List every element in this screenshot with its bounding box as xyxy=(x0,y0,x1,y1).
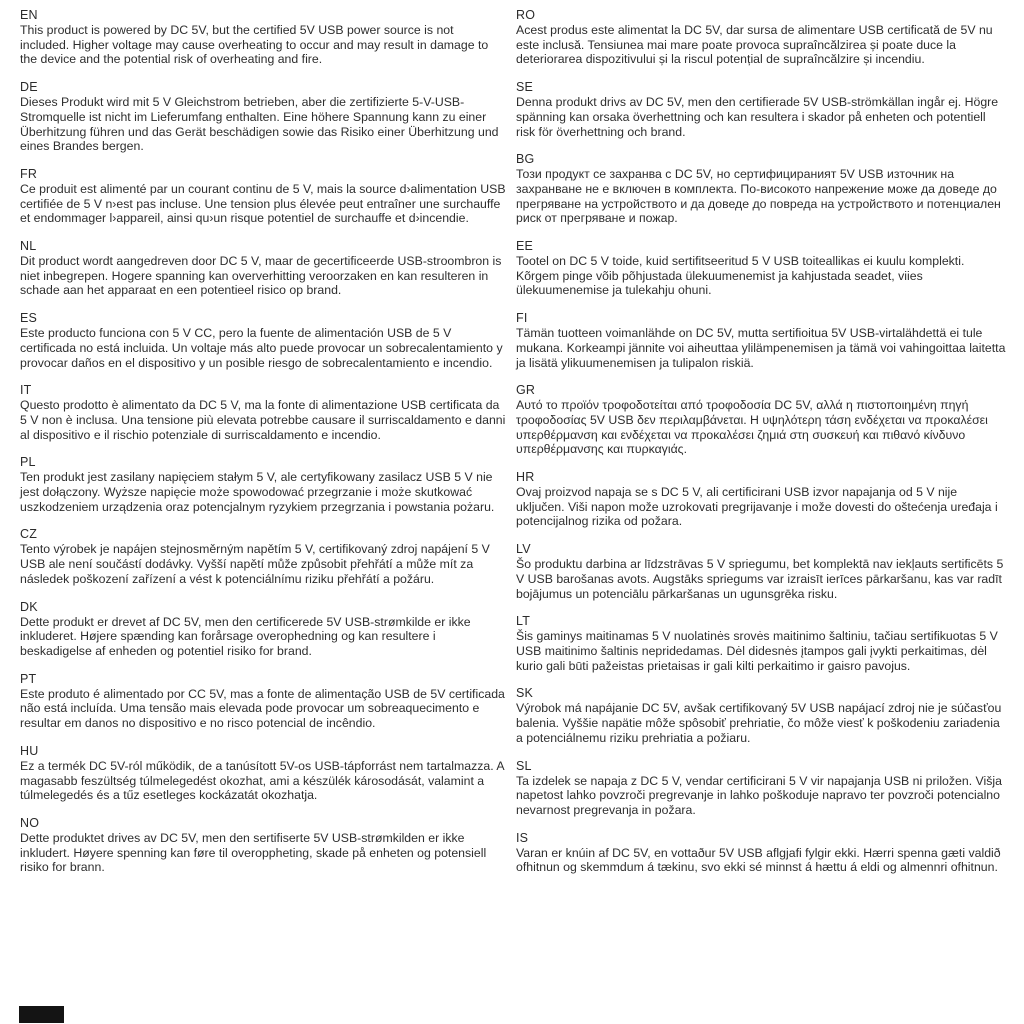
language-block xyxy=(20,672,506,731)
language-block xyxy=(20,816,506,875)
language-block xyxy=(516,759,1008,818)
language-paragraph: Questo prodotto è alimentato da DC 5 V, ma la fonte di alimentazione USB certificata da 5 V non è inclusa. Una tensione più elevata potrebbe causare il surriscaldamento e danni al dispositivo e il rischio potenziale di surriscaldamento e incendio. xyxy=(20,398,506,442)
language-block xyxy=(516,542,1008,601)
language-paragraph: This product is powered by DC 5V, but the certified 5V USB power source is not included. Higher voltage may cause overheating to occur and may result in damage to the device and the potential risk of overheating and fire. xyxy=(20,23,489,67)
language-block xyxy=(516,311,1008,370)
column-left xyxy=(20,8,506,888)
language-block xyxy=(516,152,1008,226)
language-block xyxy=(20,239,506,298)
language-code: DE xyxy=(20,80,38,95)
language-paragraph: Este produto é alimentado por CC 5V, mas a fonte de alimentação USB de 5V certificada não está incluída. Uma tensão mais elevada pode provocar um sobreaquecimento e resultar em danos no dispositivo e no risco potencial de incêndio. xyxy=(20,686,505,731)
language-code: PL xyxy=(20,455,36,470)
language-paragraph: Ez a termék DC 5V-ról működik, de a tanúsított 5V-os USB-tápforrást nem tartalmazza. A magasabb feszültség túlmelegedést okozhat, ami a készülék károsodását, valamint a túlmelegedés és a tűz esetleges kockázatát okozhatja. xyxy=(20,758,504,803)
language-code: SK xyxy=(516,686,534,701)
language-paragraph: Výrobok má napájanie DC 5V, avšak certifikovaný 5V USB napájací zdroj nie je súčasťou balenia. Vyššie napätie môže spôsobiť prehriatie, čo môže viesť k poškodeniu zariadenia a potenciálnemu riziku prehriatia a požiaru. xyxy=(516,701,1002,745)
language-code: SL xyxy=(516,758,532,773)
language-paragraph: Šo produktu darbina ar līdzstrāvas 5 V spriegumu, bet komplektā nav iekļauts sertificēts 5 V USB barošanas avots. Augstāks spriegums var izraisīt ierīces pārkaršanu, kas var radīt bojājumus un potenciālu pārkaršanas un ugunsgrēka risku. xyxy=(516,557,1004,601)
language-code: FI xyxy=(516,311,528,326)
language-paragraph: Acest produs este alimentat la DC 5V, dar sursa de alimentare USB certificată de 5V nu este inclusă. Tensiunea mai mare poate provoca supraîncălzirea și poate duce la deteriorarea dispozitivului și la riscul potențial de supraîncălzire și incendiu. xyxy=(516,23,993,67)
language-paragraph: Tämän tuotteen voimanlähde on DC 5V, mutta sertifioitua 5V USB-virtalähdettä ei tule mukana. Korkeampi jännite voi aiheuttaa ylilämpenemisen ja tämä voi vahingoittaa laitetta ja lisätä ylikuumenemisen ja tulipalon riskiä. xyxy=(516,326,1006,370)
language-paragraph: Dit product wordt aangedreven door DC 5 V, maar de gecertificeerde USB-stroombron is niet inbegrepen. Hogere spanning kan oververhitting veroorzaken en kan resulteren in schade aan het apparaat en een potentieel risico op brand. xyxy=(20,254,502,298)
language-paragraph: Ta izdelek se napaja z DC 5 V, vendar certificirani 5 V vir napajanja USB ni priložen. Višja napetost lahko povzroči pregrevanje in lahko poškoduje napravo ter povzroči potencialno nevarnost pregrevanja in požara. xyxy=(516,773,1002,817)
language-paragraph: Dette produktet drives av DC 5V, men den sertifiserte 5V USB-strømkilden er ikke inkludert. Høyere spenning kan føre til overoppheting, skade på enheten og potensiell risiko for brann. xyxy=(20,830,487,875)
language-block xyxy=(516,8,1008,67)
language-block xyxy=(516,614,1008,673)
language-paragraph: Dette produkt er drevet af DC 5V, men den certificerede 5V USB-strømkilde er ikke inkluderet. Højere spænding kan forårsage overophedning og kan resultere i beskadigelse af enheden og potentiel risiko for brand. xyxy=(20,614,471,658)
language-code: HU xyxy=(20,743,39,758)
language-paragraph: Αυτό το προϊόν τροφοδοτείται από τροφοδοσία DC 5V, αλλά η πιστοποιημένη πηγή τροφοδοσίας 5V USB δεν περιλαμβάνεται. Η υψηλότερη τάση ενδέχεται να προκαλέσει υπερθέρμανση και ενδέχεται να προκαλέσει ζημιά στη συσκευή και πιθανό κίνδυνο υπερθέρμανσης και πυρκαγιάς. xyxy=(516,398,988,457)
language-paragraph: Ten produkt jest zasilany napięciem stałym 5 V, ale certyfikowany zasilacz USB 5 V nie jest dołączony. Wyższe napięcie może spowodować przegrzanie i może skutkować uszkodzeniem urządzenia oraz potencjalnym ryzykiem przegrzania i powstania pożaru. xyxy=(20,470,495,514)
language-paragraph: Tento výrobek je napájen stejnosměrným napětím 5 V, certifikovaný zdroj napájení 5 V USB ale není součástí dodávky. Vyšší napětí může způsobit přehřátí a může mít za následek poškození zařízení a vést k potenciálnímu riziku přehřátí a požáru. xyxy=(20,542,490,586)
language-code: NL xyxy=(20,239,37,254)
language-code: RO xyxy=(516,8,536,22)
language-code: DK xyxy=(20,599,38,614)
language-code: FR xyxy=(20,166,38,181)
language-paragraph: Denna produkt drivs av DC 5V, men den certifierade 5V USB-strömkällan ingår ej. Högre spänning kan orsaka överhettning och kan resultera i skador på enheten och potentiell risk för överhettning och brand. xyxy=(516,95,999,139)
language-paragraph: Ce produit est alimenté par un courant continu de 5 V, mais la source d›alimentation USB certifiée de 5 V n›est pas incluse. Une tension plus élevée peut entraîner une surchauffe et endommager l›appareil, ainsi qu›un risque potentiel de surchauffe et d›incendie. xyxy=(20,181,506,226)
language-paragraph: Dieses Produkt wird mit 5 V Gleichstrom betrieben, aber die zertifizierte 5-V-USB-Stromquelle ist nicht im Lieferumfang enthalten. Eine höhere Spannung kann zu einer Überhitzung führen und das Gerät beschädigen sowie das Risiko einer Überhitzung und eines Brandes bergen. xyxy=(20,95,499,154)
language-paragraph: Este producto funciona con 5 V CC, pero la fuente de alimentación USB de 5 V certificada no está incluida. Un voltaje más alto puede provocar un sobrecalentamiento y provocar daños en el dispositivo y un posible riesgo de sobrecalentamiento e incendio. xyxy=(20,326,503,370)
language-code: GR xyxy=(516,383,536,398)
language-block xyxy=(516,831,1008,875)
language-code: PT xyxy=(20,671,37,686)
language-paragraph: Varan er knúin af DC 5V, en vottaður 5V USB aflgjafi fylgir ekki. Hærri spenna gæti valdið ofhitnun og skemmdum á tækinu, svo ekki sé minnst á hættu á eldi og almennri ofhitnun. xyxy=(516,845,1001,875)
language-paragraph: Šis gaminys maitinamas 5 V nuolatinės srovės maitinimo šaltiniu, tačiau sertifikuotas 5 V USB maitinimo šaltinis nepridedamas. Dėl didesnės įtampos gali įvykti perkaitimas, dėl kurio gali būti pažeistas prietaisas ir gali kilti perkaitimo ir gaisro pavojus. xyxy=(516,629,998,673)
column-right xyxy=(516,8,1008,888)
language-block xyxy=(20,311,506,370)
language-paragraph: Този продукт се захранва с DC 5V, но сертифицираният 5V USB източник на захранване не е включен в комплекта. По-високото напрежение може да доведе до прегряване на устройството и да доведе до повреда на устройството и потенциален риск от прегряване и пожар. xyxy=(516,167,1001,226)
language-block xyxy=(20,600,506,659)
language-code: LT xyxy=(516,614,531,629)
language-code: HR xyxy=(516,470,535,485)
language-code: SE xyxy=(516,80,534,95)
language-code: BG xyxy=(516,152,535,167)
corner-mark xyxy=(19,1006,64,1023)
language-block xyxy=(20,167,506,226)
language-code: NO xyxy=(20,815,40,830)
language-block xyxy=(20,455,506,514)
language-code: IS xyxy=(516,830,529,845)
language-block xyxy=(20,80,506,154)
language-block xyxy=(516,239,1008,298)
language-paragraph: Tootel on DC 5 V toide, kuid sertifitseeritud 5 V USB toiteallikas ei kuulu komplekti. Kõrgem pinge võib põhjustada ülekuumenemist ja kahjustada seadet, viies ülekuumenemise ja tulekahju ohuni. xyxy=(516,254,965,298)
language-code: IT xyxy=(20,383,32,398)
language-block xyxy=(20,744,506,803)
language-block xyxy=(20,383,506,442)
language-code: EE xyxy=(516,239,534,254)
language-block xyxy=(516,383,1008,457)
language-code: CZ xyxy=(20,527,38,542)
language-code: LV xyxy=(516,542,531,557)
language-code: EN xyxy=(20,8,38,22)
language-block xyxy=(516,470,1008,529)
language-block xyxy=(516,80,1008,139)
language-code: ES xyxy=(20,311,38,326)
language-block xyxy=(516,686,1008,745)
language-block xyxy=(20,527,506,586)
language-block xyxy=(20,8,506,67)
language-paragraph: Ovaj proizvod napaja se s DC 5 V, ali certificirani USB izvor napajanja od 5 V nije uključen. Viši napon može uzrokovati pregrijavanje i može dovesti do oštećenja uređaja i potencijalnog rizika od požara. xyxy=(516,485,998,529)
